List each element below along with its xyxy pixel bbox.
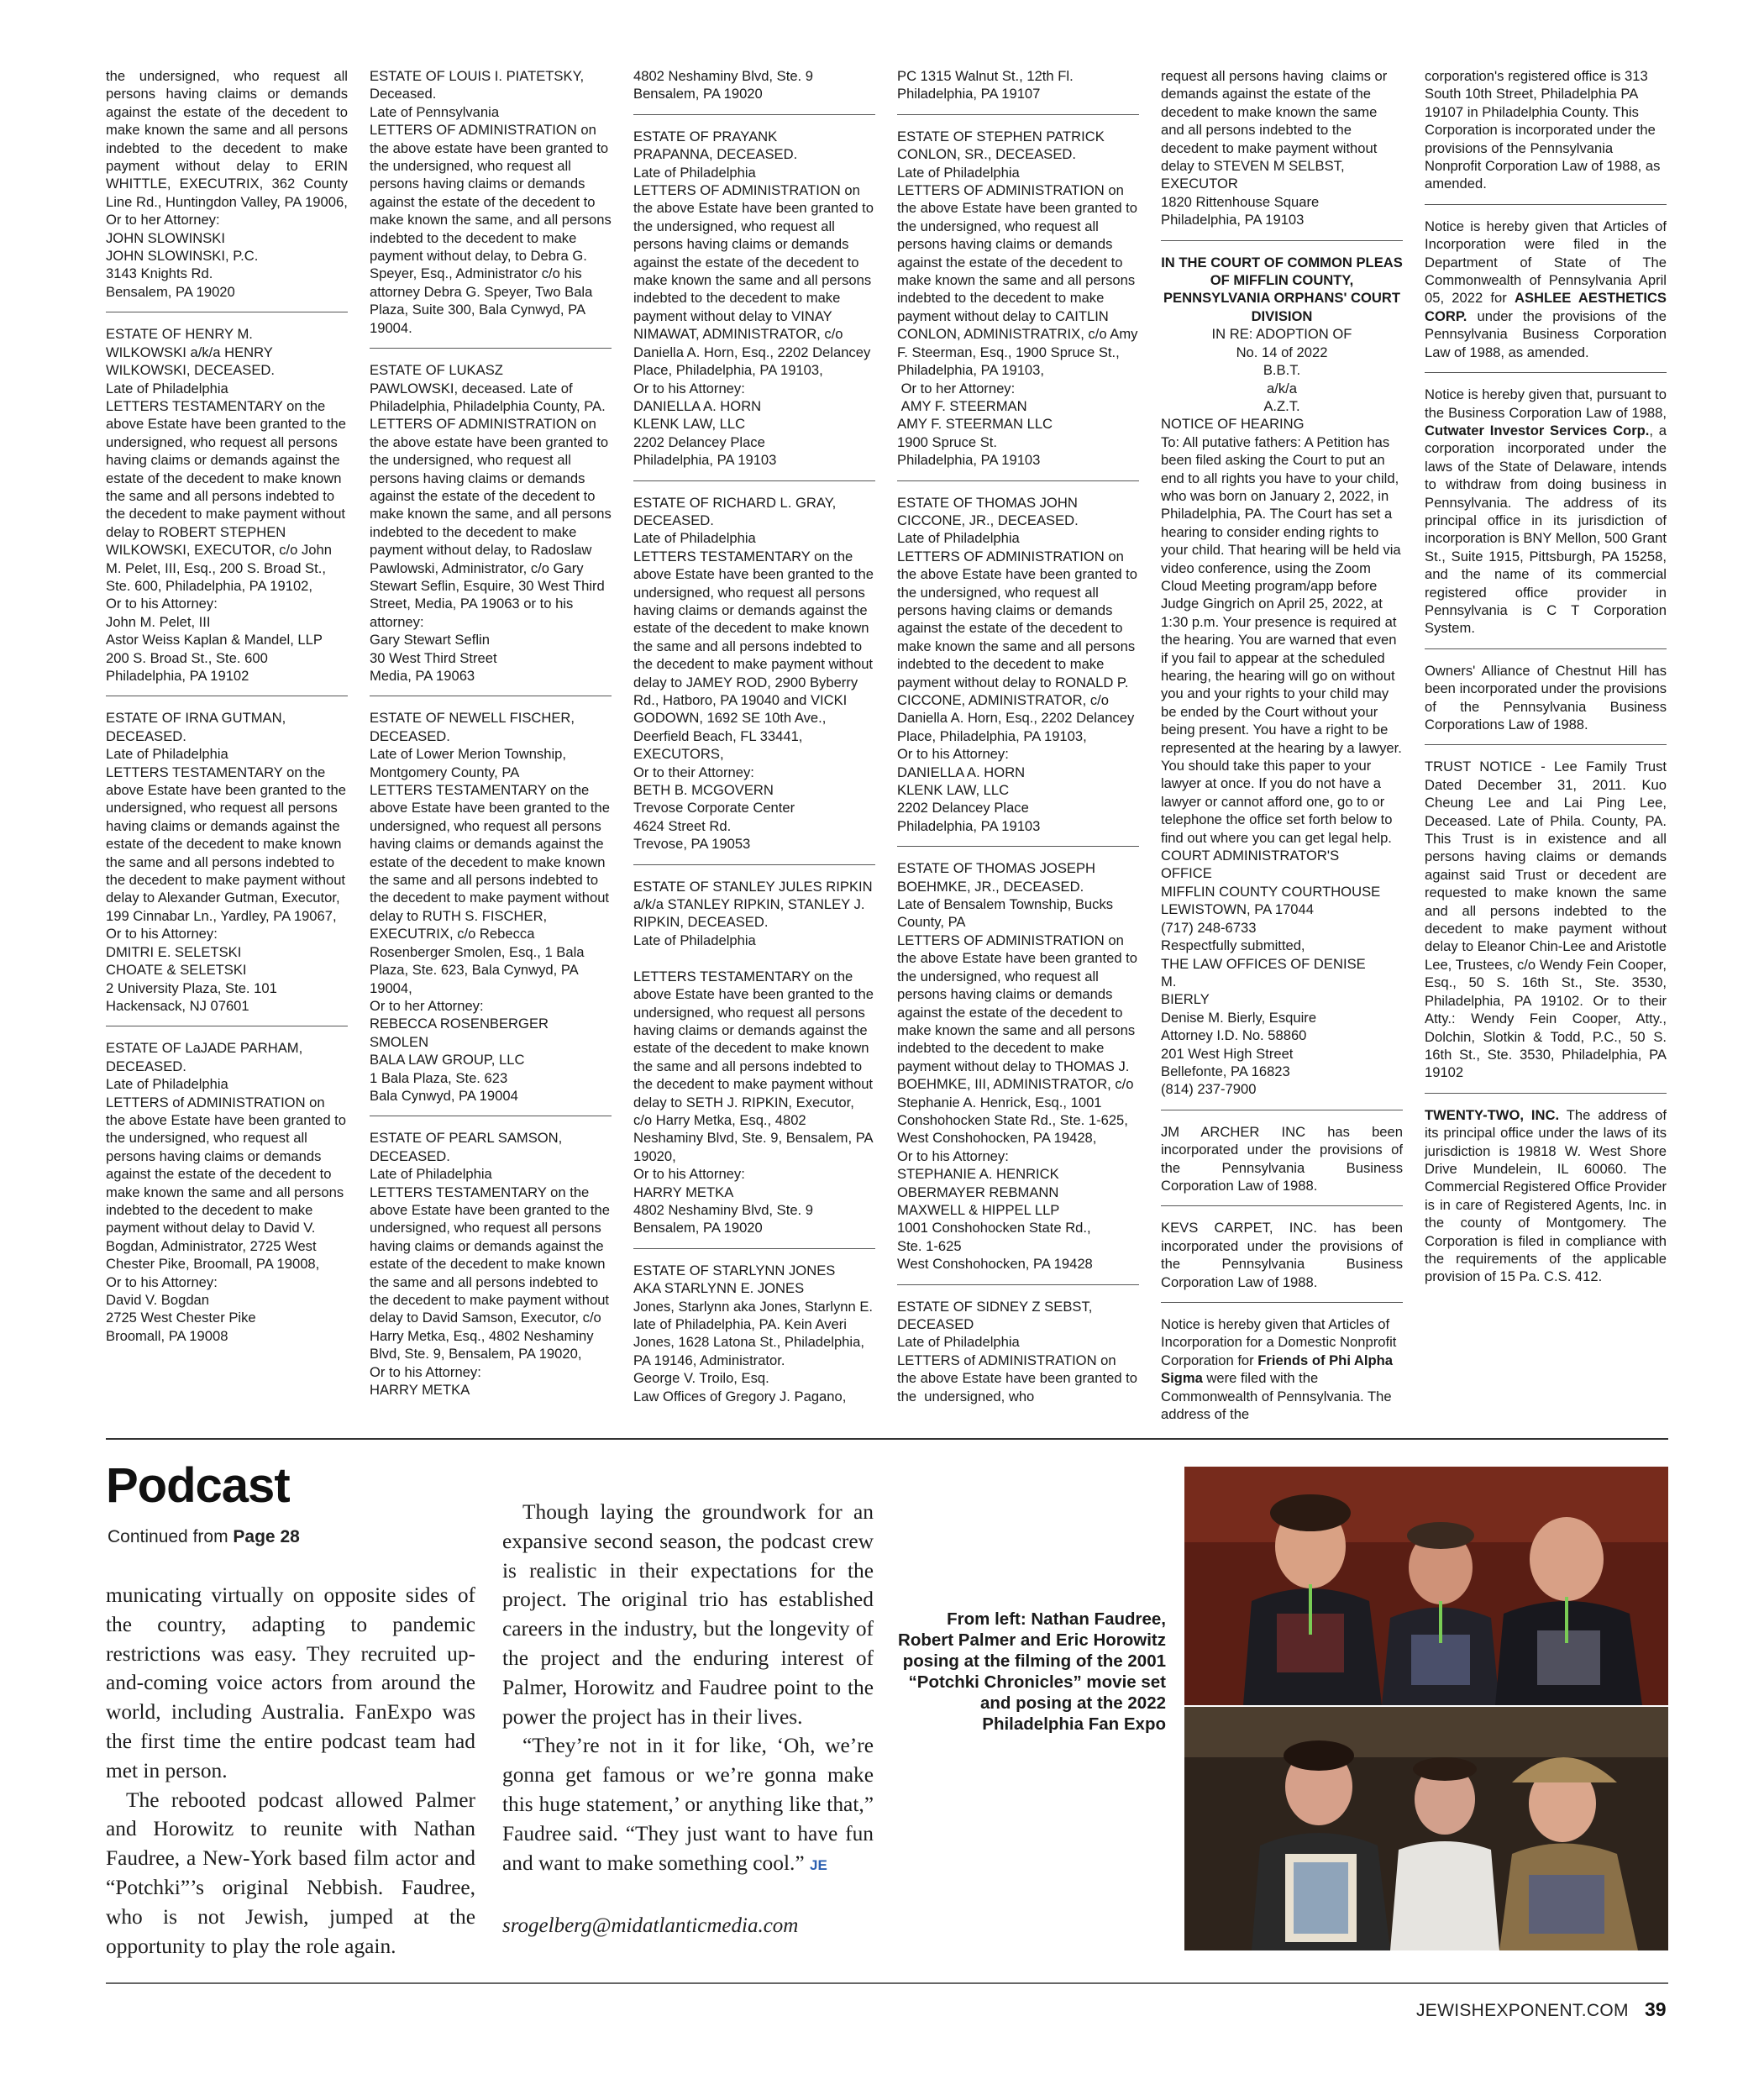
legal-column-5 xyxy=(1161,67,1407,1436)
legal-notice xyxy=(106,67,348,312)
notice-text: ESTATE OF THOMAS JOHN CICCONE, JR., DECEASED. Late of Philadelphia LETTERS OF ADMINISTRATION on the above Estate have been granted to the undersigned, who request all persons having claims or demands against the estate of the decedent to make known the same and all persons indebted to the decedent to make payment without delay to RONALD P. CICCONE, ADMINISTRATOR, c/o Daniella A. Horn, Esq., 2202 Delancey Place, Philadelphia, PA 19103, Or to his Attorney: DANIELLA A. HORN KLENK LAW, LLC 2202 Delancey Place Philadelphia, PA 19103 xyxy=(897,494,1137,834)
legal-column-3 xyxy=(633,67,875,1436)
notice-text: JM ARCHER INC has been incorporated under the provisions of the Pennsylvania Business Corporation Law of 1988. xyxy=(1161,1123,1407,1194)
article-heading: Podcast xyxy=(106,1458,290,1513)
notice-text: ESTATE OF HENRY M. WILKOWSKI a/k/a HENRY WILKOWSKI, DECEASED. Late of Philadelphia LETTERS TESTAMENTARY on the above Estate have been granted to the undersigned, who request all persons having claims or demands against the estate of the decedent to make known the same and all persons indebted to the decedent to make payment without delay to ROBERT STEPHEN WILKOWSKI, EXECUTOR, c/o John M. Pelet, III, Esq., 200 S. Broad St., Ste. 600, Philadelphia, PA 19102, Or to his Attorney: John M. Pelet, III Astor Weiss Kaplan & Mandel, LLP 200 S. Broad St., Ste. 600 Philadelphia, PA 19102 xyxy=(106,326,346,684)
notice-text: ESTATE OF LUKASZ PAWLOWSKI, deceased. Late of Philadelphia, Philadelphia County, PA. LETTERS OF ADMINISTRATION on the above estate have been granted to the undersigned, who request all persons having claims or demands against the estate of the decedent to make known the same, and all persons indebted to the decedent to make payment without delay, to Radoslaw Pawlowski, Administrator, c/o Gary Stewart Seflin, Esquire, 30 West Third Street, Media, PA 19063 or to his attorney: Gary Stewart Seflin 30 West Third Street Media, PA 19063 xyxy=(370,362,612,684)
legal-notice xyxy=(633,128,875,481)
notice-text: KEVS CARPET, INC. has been incorporated under the provisions of the Pennsylvania Business Corporation Law of 1988. xyxy=(1161,1220,1407,1290)
notice-text: ESTATE OF STARLYNN JONES AKA STARLYNN E. JONES Jones, Starlynn aka Jones, Starlynn E. late of Philadelphia, PA. Kein Averi Jones, 1628 Latona St., Philadelphia, PA 19146, Administrator. George V. Troilo, Esq. Law Offices of Gregory J. Pagano, xyxy=(633,1262,874,1404)
article-paragraph: Though laying the groundwork for an expansive second season, the podcast crew is realistic in their expectations for the project. The original trio has established careers in the industry, but the longevity of the project and the enduring interest of Palmer, Horowitz and Faudree point to the power the project has in their lives. xyxy=(502,1500,874,1729)
notice-text-rest: , a corporation incorporated under the laws of the State of Delaware, intends to withdraw from doing business in Pennsylvania. The address of its principal office in its jurisdiction of incorporation is BNY Mellon, 500 Grant St., Suite 1915, Pittsburgh, PA 15258, and the name of its commercial registered office provider in Pennsylvania is C T Corporation System. xyxy=(1425,422,1671,637)
notice-text xyxy=(1425,218,1671,361)
footer-site-link[interactable]: JEWISHEXPONENT.COM xyxy=(1416,2001,1629,2020)
legal-notice xyxy=(1425,386,1671,649)
notice-text: ESTATE OF NEWELL FISCHER, DECEASED. Late of Lower Merion Township, Montgomery County, PA LETTERS TESTAMENTARY on the above Estate have been granted to the undersigned, who request all persons having claims or demands against the estate of the decedent to make known the same and all persons indebted to the decedent to make payment without delay to RUTH S. FISCHER, EXECUTRIX, c/o Rebecca Rosenberger Smolen, Esq., 1 Bala Plaza, Ste. 623, Bala Cynwyd, PA 19004, Or to her Attorney: REBECCA ROSENBERGER SMOLEN BALA LAW GROUP, LLC 1 Bala Plaza, Ste. 623 Bala Cynwyd, PA 19004 xyxy=(370,710,610,1104)
photo-movie-set xyxy=(1184,1707,1668,1950)
legal-notice xyxy=(1161,1315,1403,1434)
legal-notice xyxy=(897,859,1139,1284)
article-column-1 xyxy=(106,1581,475,1961)
legal-notice xyxy=(106,1039,348,1356)
article-paragraph xyxy=(502,1731,874,1880)
legal-column-2 xyxy=(370,67,612,1436)
notice-text: ESTATE OF LaJADE PARHAM, DECEASED. Late of Philadelphia LETTERS of ADMINISTRATION on the above Estate have been granted to the undersigned, who request all persons having claims or demands against the estate of the decedent to make known the same and all persons indebted to the decedent to make payment without delay to David V. Bogdan, Administrator, 2725 West Chester Pike, Broomall, PA 19008, Or to his Attorney: David V. Bogdan 2725 West Chester Pike Broomall, PA 19008 xyxy=(106,1040,346,1344)
notice-text xyxy=(1161,1315,1403,1423)
notice-text: ESTATE OF PRAYANK PRAPANNA, DECEASED. Late of Philadelphia LETTERS OF ADMINISTRATION on the above Estate have been granted to the undersigned, who request all persons having claims or demands against the estate of the decedent to make known the same and all persons indebted to the decedent to make payment without delay to VINAY NIMAWAT, ADMINISTRATOR, c/o Daniella A. Horn, Esq., 2202 Delancey Place, Philadelphia, PA 19103, Or to his Attorney: DANIELLA A. HORN KLENK LAW, LLC 2202 Delancey Place Philadelphia, PA 19103 xyxy=(633,128,874,469)
notice-text: NOTICE OF HEARING To: All putative fathers: A Petition has been filed asking the Court to put an end to all rights you have to your child, who was born on January 2, 2022, in Philadelphia, PA. The Court has set a hearing to consider ending rights to your child. That hearing will be held via video conference, using the Zoom Cloud Meeting program/app before Judge Gingrich on April 25, 2022, at 1:30 p.m. Your presence is required at the hearing. You are warned that even if you fail to appear at the scheduled hearing, the hearing will go on without you and your rights to your child may be ended by the Court without your being present. You have a right to be represented at the hearing by a lawyer. You should take this paper to your lawyer at once. If you do not have a lawyer or cannot afford one, go to or telephone the office set forth below to find out where you can get legal help. COURT ADMINISTRATOR'S OFFICE MIFFLIN COUNTY COURTHOUSE LEWISTOWN, PA 17044 (717) 248-6733 Respectfully submitted, THE LAW OFFICES OF DENISE M. BIERLY Denise M. Bierly, Esquire Attorney I.D. No. 58860 201 West High Street Bellefonte, PA 16823 (814) 237-7900 xyxy=(1161,416,1402,1098)
legal-notice xyxy=(1425,1106,1671,1297)
notice-text: ESTATE OF PEARL SAMSON, DECEASED. Late of Philadelphia LETTERS TESTAMENTARY on the above Estate have been granted to the undersigned, who request all persons having claims or demands against the estate of the decedent to make known the same and all persons indebted to the decedent to make payment without delay to David Samson, Executor, c/o Harry Metka, Esq., 4802 Neshaminy Blvd, Ste. 9, Bensalem, PA 19020, Or to his Attorney: HARRY METKA xyxy=(370,1130,610,1399)
section-divider xyxy=(106,1438,1668,1440)
legal-notice xyxy=(1425,662,1671,746)
court-case-info: IN RE: ADOPTION OF No. 14 of 2022 B.B.T. a/k/a A.Z.T. xyxy=(1211,326,1352,414)
notice-text xyxy=(1425,1106,1671,1286)
legal-notice xyxy=(1425,218,1671,373)
notice-text-rest: under the provisions of the Pennsylvania Business Corporation Law of 1988, as amended. xyxy=(1425,307,1671,360)
notice-text: ESTATE OF RICHARD L. GRAY, DECEASED. Late of Philadelphia LETTERS TESTAMENTARY on the above Estate have been granted to the undersigned, who request all persons having claims or demands against the estate of the decedent to make known the same and all persons indebted to the decedent to make payment without delay to JAMEY ROD, 2900 Byberry Rd., Hatboro, PA 19040 and VICKI GODOWN, 1692 SE 10th Ave., Deerfield Beach, FL 33441, EXECUTORS, Or to their Attorney: BETH B. MCGOVERN Trevose Corporate Center 4624 Street Rd. Trevose, PA 19053 xyxy=(633,494,874,853)
legal-notice xyxy=(370,361,612,696)
legal-notice xyxy=(633,67,875,115)
notice-entity-name: TWENTY-TWO, INC. xyxy=(1425,1106,1560,1123)
notice-text: ESTATE OF SIDNEY Z SEBST, DECEASED Late of Philadelphia LETTERS of ADMINISTRATION on the above Estate have been granted to the undersigned, who xyxy=(897,1298,1137,1404)
legal-notice xyxy=(1161,254,1407,1110)
legal-notice xyxy=(633,878,875,1249)
legal-notice xyxy=(1161,67,1403,241)
article-paragraph: The rebooted podcast allowed Palmer and Horowitz to reunite with Nathan Faudree, a New-York based film actor and “Potchki”’s original Nebbish. Faudree, who is not Jewish, jumped at the opportunity to play the role again. xyxy=(106,1788,475,1958)
notice-entity-name: Friends of Phi Alpha Sigma xyxy=(1161,1352,1397,1387)
legal-notice xyxy=(1425,67,1667,205)
legal-notice xyxy=(633,494,875,865)
notice-text xyxy=(1425,386,1671,638)
notice-text-lead: Notice is hereby given that, pursuant to the Business Corporation Law of 1988, xyxy=(1425,386,1671,421)
continued-prefix: Continued from xyxy=(108,1527,234,1546)
author-email-link[interactable]: srogelberg@midatlanticmedia.com xyxy=(502,1914,799,1937)
legal-notice xyxy=(897,128,1139,481)
notice-text-rest: The address of its principal office under the laws of its jurisdiction is 19818 W. West Shore Drive Mundelein, IL 60060. The Commercial Registered Office Provider is in care of Registered Agents, Inc. in the county of Montgomery. The Corporation is filed in compliance with the requirements of the applicable provision of 15 Pa. C.S. 412. xyxy=(1425,1106,1671,1285)
notice-entity-name: Cutwater Investor Services Corp. xyxy=(1425,422,1650,438)
notice-text: corporation's registered office is 313 South 10th Street, Philadelphia PA 19107 in Philadelphia County. This Corporation is incorporated under the provisions of the Pennsylvania Nonprofit Corporation Law of 1988, as amended. xyxy=(1425,68,1665,192)
notice-text-rest: were filed with the Commonwealth of Pennsylvania. The address of the xyxy=(1161,1370,1396,1423)
notice-text: ESTATE OF LOUIS I. PIATETSKY, Deceased. Late of Pennsylvania LETTERS OF ADMINISTRATION on the above estate have been granted to the undersigned, who request all persons having claims or demands against the estate of the decedent to make known the same, and all persons indebted to the decedent to make payment without delay, to Debra G. Speyer, Esq., Administrator c/o his attorney Debra G. Speyer, Two Bala Plaza, Suite 300, Bala Cynwyd, PA 19004. xyxy=(370,68,612,336)
legal-column-1 xyxy=(106,67,348,1436)
photo-fan-expo-illustration xyxy=(1184,1467,1668,1705)
photo-caption: From left: Nathan Faudree, Robert Palmer and Eric Horowitz posing at the filming of the 2001 “Potchki Chronicles” movie set and posing at the 2022 Philadelphia Fan Expo xyxy=(898,1609,1166,1734)
legal-notice xyxy=(1161,1219,1407,1303)
photo-fan-expo xyxy=(1184,1467,1668,1705)
article-quote: “They’re not in it for like, ‘Oh, we’re gonna get famous or we’re gonna make this huge statement,’ or anything like that,” Faudree said. “They just want to have fun and want to make something cool.” xyxy=(502,1734,874,1875)
page-number: 39 xyxy=(1645,1998,1667,2020)
court-heading: IN THE COURT OF COMMON PLEAS OF MIFFLIN COUNTY, PENNSYLVANIA ORPHANS' COURT DIVISION xyxy=(1161,254,1407,324)
legal-notice xyxy=(1161,1123,1407,1207)
notice-text: ESTATE OF STEPHEN PATRICK CONLON, SR., DECEASED. Late of Philadelphia LETTERS OF ADMINISTRATION on the above Estate have been granted to the undersigned, who request all persons having claims or demands against the estate of the decedent to make known the same and all persons indebted to the decedent to make payment without delay to CAITLIN CONLON, ADMINISTRATRIX, c/o Amy F. Steerman, Esq., 1900 Spruce St., Philadelphia, PA 19103, Or to her Attorney: AMY F. STEERMAN AMY F. STEERMAN LLC 1900 Spruce St. Philadelphia, PA 19103 xyxy=(897,128,1138,469)
legal-notice xyxy=(370,709,612,1116)
legal-notice xyxy=(106,325,348,696)
notice-text: Owners' Alliance of Chestnut Hill has been incorporated under the provisions of the Pennsylvania Business Corporations Law of 1988. xyxy=(1425,662,1671,732)
legal-notices xyxy=(106,67,1671,1436)
notice-text-lead: Notice is hereby given that Articles of Incorporation for a Domestic Nonprofit Corporation for xyxy=(1161,1316,1401,1368)
continued-from xyxy=(108,1527,300,1547)
article-column-2 xyxy=(502,1498,874,1880)
notice-entity-name: ASHLEE AESTHETICS CORP. xyxy=(1425,290,1671,324)
photo-movie-set-illustration xyxy=(1184,1707,1668,1950)
article-paragraph: municating virtually on opposite sides of the country, adapting to pandemic restrictions was easy. They recruited up-and-coming voice actors from around the world, including Australia. FanExpo was the first time the entire podcast team had met in person. xyxy=(106,1583,475,1782)
legal-notice xyxy=(633,1262,875,1416)
legal-notice xyxy=(370,1129,612,1410)
legal-notice xyxy=(370,67,612,349)
notice-text: ESTATE OF IRNA GUTMAN, DECEASED. Late of Philadelphia LETTERS TESTAMENTARY on the above Estate have been granted to the undersigned, who request all persons having claims or demands against the estate of the decedent to make known the same and all persons indebted to the decedent to make payment without delay to Alexander Gutman, Executor, 199 Cinnabar Ln., Yardley, PA 19067, Or to his Attorney: DMITRI E. SELETSKI CHOATE & SELETSKI 2 University Plaza, Ste. 101 Hackensack, NJ 07601 xyxy=(106,710,346,1014)
notice-text: ESTATE OF THOMAS JOSEPH BOEHMKE, JR., DECEASED. Late of Bensalem Township, Bucks County, PA LETTERS OF ADMINISTRATION on the above Estate have been granted to the undersigned, who request all persons having claims or demands against the estate of the decedent to make known the same and all persons indebted to the decedent to make payment without delay to THOMAS J. BOEHMKE, III, ADMINISTRATOR, c/o Stephanie A. Henrick, Esq., 1001 Conshohocken State Rd., Ste. 1-625, West Conshohocken, PA 19428, Or to his Attorney: STEPHANIE A. HENRICK OBERMAYER REBMANN MAXWELL & HIPPEL LLP 1001 Conshohocken State Rd., Ste. 1-625 West Conshohocken, PA 19428 xyxy=(897,860,1137,1273)
legal-notice xyxy=(106,709,348,1026)
legal-notice xyxy=(897,494,1139,848)
legal-column-4 xyxy=(897,67,1139,1436)
legal-column-6 xyxy=(1425,67,1671,1436)
notice-text-lead: Notice is hereby given that Articles of Incorporation were filed in the Department of State of The Commonwealth of Pennsylvania April 05, 2022 for xyxy=(1425,218,1671,307)
legal-notice xyxy=(897,67,1139,115)
notice-text: TRUST NOTICE - Lee Family Trust Dated December 31, 2011. Kuo Cheung Lee and Lai Ping Lee, Deceased. Late of Phila. County, PA. This Trust is in existence and all persons having claims or demands against said Trust or decedent are requested to make known the same and all persons indebted to the decedent to make payment without delay to Eleanor Chin-Lee and Aristotle Lee, Trustees, c/o Wendy Fein Cooper, Esq., 50 S. 16th St., Ste. 3530, Philadelphia, PA 19102. Or to their Atty.: Wendy Fein Cooper, Atty., Dolchin, Slotkin & Todd, P.C., 50 S. 16th St., Ste. 3530, Philadelphia, PA 19102 xyxy=(1425,759,1671,1081)
legal-notice xyxy=(1425,758,1671,1093)
notice-text: the undersigned, who request all persons having claims or demands against the estate of the decedent to make known the same and all persons indebted to the decedent to make payment without delay to ERIN WHITTLE, EXECUTRIX, 362 County Line Rd., Huntingdon Valley, PA 19006, Or to her Attorney: JOHN SLOWINSKI JOHN SLOWINSKI, P.C. 3143 Knights Rd. Bensalem, PA 19020 xyxy=(106,68,348,300)
notice-text: 4802 Neshaminy Blvd, Ste. 9 Bensalem, PA 19020 xyxy=(633,68,813,102)
legal-notice xyxy=(897,1298,1139,1416)
footer-divider xyxy=(106,1982,1668,1984)
continued-page-link[interactable]: Page 28 xyxy=(233,1527,300,1546)
signoff-mark: JE xyxy=(809,1856,827,1873)
notice-text: request all persons having claims or demands against the estate of the decedent to make known the same and all persons indebted to the decedent to make payment without delay to STEVEN M SELBST, EXECUTOR 1820 Rittenhouse Square Philadelphia, PA 19103 xyxy=(1161,68,1388,228)
notice-text: ESTATE OF STANLEY JULES RIPKIN a/k/a STANLEY RIPKIN, STANLEY J. RIPKIN, DECEASED. Late of Philadelphia LETTERS TESTAMENTARY on the above Estate have been granted to the undersigned, who request all persons having claims or demands against the estate of the decedent to make known the same and all persons indebted to the decedent to make payment without delay to SETH J. RIPKIN, Executor, c/o Harry Metka, Esq., 4802 Neshaminy Blvd, Ste. 9, Bensalem, PA 19020, Or to his Attorney: HARRY METKA 4802 Neshaminy Blvd, Ste. 9 Bensalem, PA 19020 xyxy=(633,878,874,1236)
notice-text: PC 1315 Walnut St., 12th Fl. Philadelphia, PA 19107 xyxy=(897,68,1074,102)
